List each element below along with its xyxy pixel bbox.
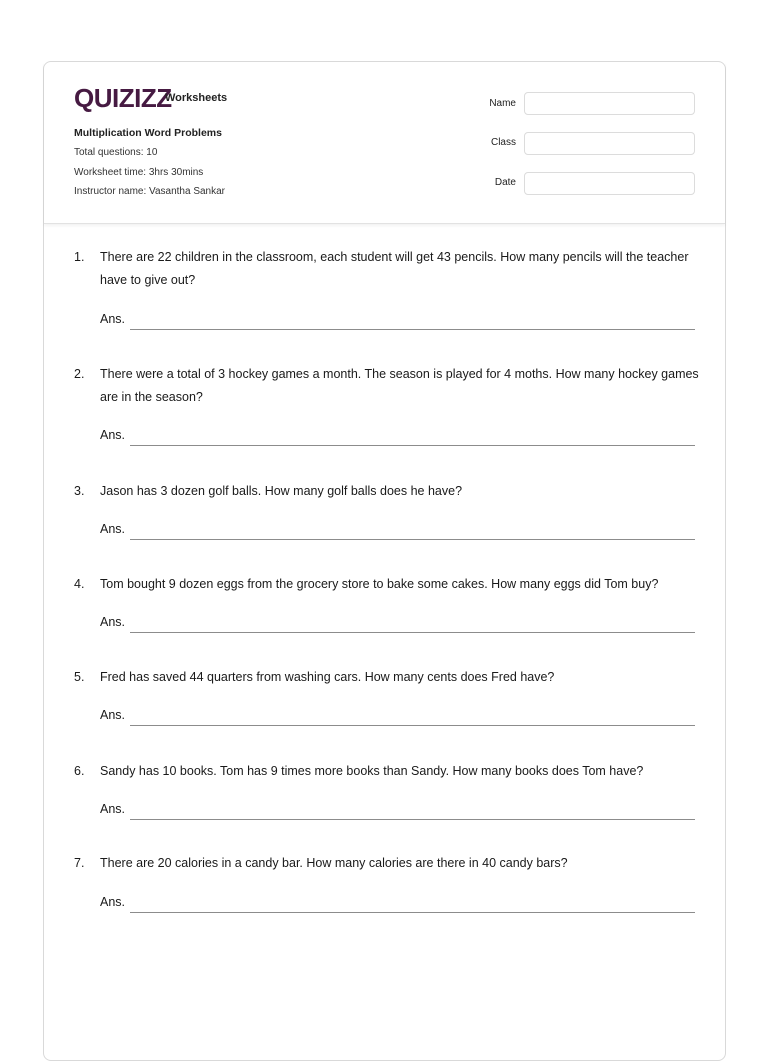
- total-questions: Total questions: 10: [74, 147, 158, 158]
- question-text: There are 20 calories in a candy bar. How many calories are there in 40 candy bars?: [100, 856, 568, 870]
- answer-line[interactable]: [130, 539, 695, 540]
- answer-row-6: [100, 802, 695, 822]
- question-number: 6.: [74, 764, 85, 778]
- answer-row-7: [100, 895, 695, 915]
- answer-label: Ans.: [100, 802, 126, 816]
- question-text: Sandy has 10 books. Tom has 9 times more books than Sandy. How many books does Tom have?: [100, 764, 644, 778]
- question-5: [74, 666, 699, 689]
- class-label: Class: [490, 137, 516, 148]
- answer-line[interactable]: [130, 632, 695, 633]
- question-3: [74, 480, 699, 503]
- question-7: [74, 852, 699, 875]
- answer-label: Ans.: [100, 895, 126, 909]
- class-field[interactable]: [524, 132, 695, 155]
- worksheet-time: Worksheet time: 3hrs 30mins: [74, 167, 204, 178]
- worksheet-title: Multiplication Word Problems: [74, 127, 222, 139]
- name-label: Name: [489, 98, 516, 109]
- question-text: Fred has saved 44 quarters from washing cars. How many cents does Fred have?: [100, 670, 555, 684]
- question-2: [74, 363, 699, 409]
- answer-line[interactable]: [130, 912, 695, 913]
- answer-row-1: [100, 312, 695, 332]
- question-text: Jason has 3 dozen golf balls. How many golf balls does he have?: [100, 484, 463, 498]
- question-number: 1.: [74, 250, 85, 264]
- worksheet-header: [44, 62, 725, 224]
- quizizz-logo: QUIZIZZ: [74, 83, 172, 113]
- answer-row-5: [100, 708, 695, 728]
- question-number: 4.: [74, 577, 85, 591]
- date-label: Date: [494, 177, 516, 188]
- question-text: There are 22 children in the classroom, each student will get 43 pencils. How many pencils will the teacher have to give out?: [100, 250, 689, 287]
- question-number: 5.: [74, 670, 85, 684]
- answer-row-2: [100, 428, 695, 448]
- logo-subtitle: Worksheets: [165, 92, 228, 104]
- answer-label: Ans.: [100, 312, 126, 326]
- question-number: 7.: [74, 856, 85, 870]
- answer-line[interactable]: [130, 445, 695, 446]
- question-number: 3.: [74, 484, 85, 498]
- answer-line[interactable]: [130, 819, 695, 820]
- name-field[interactable]: [524, 92, 695, 115]
- answer-row-4: [100, 615, 695, 635]
- question-text: Tom bought 9 dozen eggs from the grocery store to bake some cakes. How many eggs did Tom buy?: [100, 577, 659, 591]
- answer-label: Ans.: [100, 615, 126, 629]
- answer-row-3: [100, 522, 695, 542]
- date-field[interactable]: [524, 172, 695, 195]
- answer-line[interactable]: [130, 725, 695, 726]
- question-text: There were a total of 3 hockey games a month. The season is played for 4 moths. How many hockey games are in the season?: [100, 367, 699, 404]
- answer-label: Ans.: [100, 522, 126, 536]
- answer-label: Ans.: [100, 708, 126, 722]
- instructor-name: Instructor name: Vasantha Sankar: [74, 186, 226, 197]
- answer-line[interactable]: [130, 329, 695, 330]
- question-1: [74, 246, 699, 292]
- question-4: [74, 573, 699, 596]
- question-6: [74, 760, 699, 783]
- worksheet-page: [43, 61, 726, 1061]
- question-number: 2.: [74, 367, 85, 381]
- answer-label: Ans.: [100, 428, 126, 442]
